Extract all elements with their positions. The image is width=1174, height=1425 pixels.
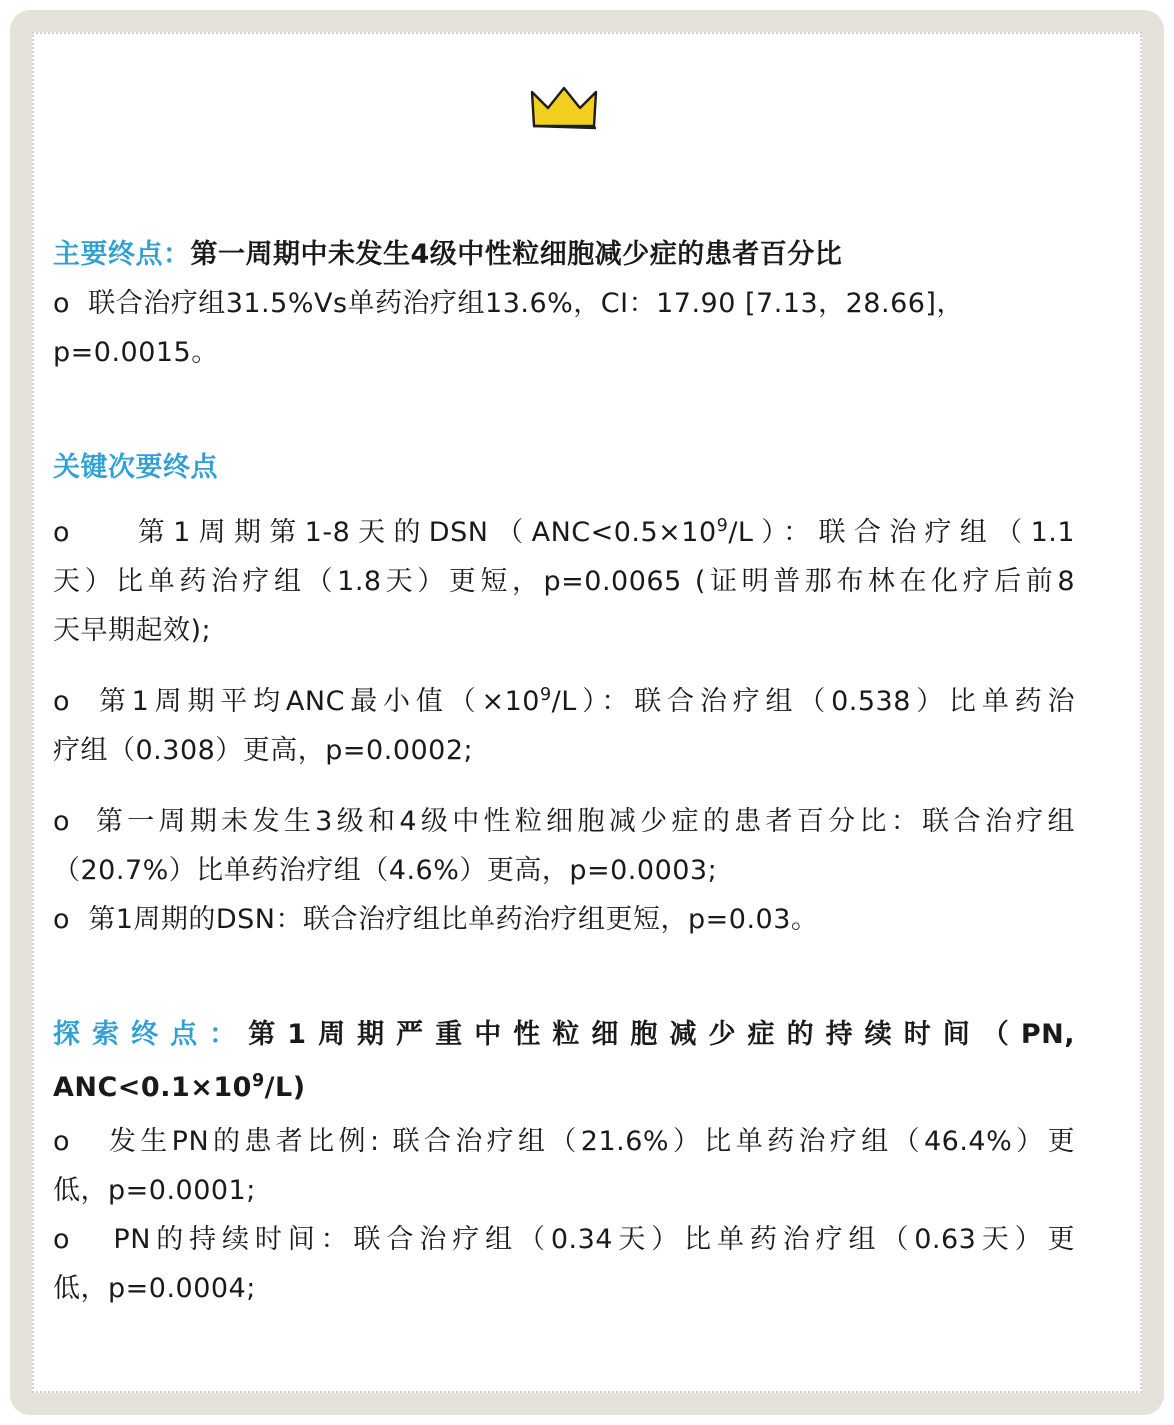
secondary-item-line: 疗组（0.308）更高，p=0.0002; [53, 735, 474, 766]
primary-heading [53, 230, 1075, 279]
primary-result-line1 [53, 279, 1075, 328]
primary-sep: ： [163, 239, 191, 270]
secondary-item-line: o 第一周期未发生3级和4级中性粒细胞减少症的患者百分比：联合治疗组 [53, 806, 1075, 837]
secondary-endpoint-section [53, 443, 1075, 944]
exploratory-item-line: o 发生PN的患者比例: 联合治疗组（21.6%）比单药治疗组（46.4%）更 [53, 1126, 1076, 1157]
bullet-marker: o [53, 288, 71, 319]
exploratory-item-line: 低，p=0.0004; [53, 1273, 256, 1304]
exploratory-heading [53, 1010, 1075, 1059]
secondary-item-line: o 第1周期的DSN：联合治疗组比单药治疗组更短，p=0.03。 [53, 904, 819, 935]
primary-result-line2: p=0.0015。 [53, 337, 219, 368]
secondary-item-line: （20.7%）比单药治疗组（4.6%）更高，p=0.0003; [53, 855, 718, 886]
primary-title: 第一周期中未发生4级中性粒细胞减少症的患者百分比 [190, 239, 843, 270]
exploratory-item-line: 低，p=0.0001; [53, 1175, 256, 1206]
exploratory-item-line: o PN的持续时间：联合治疗组（0.34天）比单药治疗组（0.63天）更 [53, 1224, 1075, 1255]
bullet-marker: o [53, 904, 71, 935]
exploratory-endpoint-section [53, 1010, 1075, 1313]
exploratory-item [53, 1117, 1075, 1215]
exploratory-item [53, 1215, 1075, 1313]
secondary-label: 关键次要终点 [53, 452, 218, 483]
article-body [53, 230, 1075, 1313]
exploratory-label: 探索终点： [53, 1019, 249, 1050]
bullet-marker: o [53, 686, 71, 717]
secondary-item-line: o 第1周期第1-8天的$DSN(ANC<0.5\times 10^9/L)$：联合治疗组（1.1 [53, 516, 1076, 548]
secondary-heading [53, 443, 1075, 492]
secondary-item [53, 797, 1075, 895]
crown-icon [530, 84, 600, 134]
primary-result-text: 联合治疗组31.5%Vs单药治疗组13.6%，CI：17.90 [7.13，28.66]， [88, 288, 964, 319]
exploratory-title-line2: $ANC<0.1\times 10^9/L$) [53, 1071, 306, 1103]
primary-label: 主要终点 [53, 239, 163, 270]
secondary-item [53, 508, 1075, 655]
secondary-item [53, 677, 1075, 775]
secondary-item [53, 895, 1075, 944]
bullet-marker: o [53, 1224, 71, 1255]
bullet-marker: o [53, 1126, 71, 1157]
bullet-marker: o [53, 517, 71, 548]
exploratory-title: 第1周期严重中性粒细胞减少症的持续时间（PN, [248, 1019, 1075, 1050]
primary-endpoint-section [53, 230, 1075, 377]
secondary-item-line: 天）比单药治疗组（1.8天）更短，p=0.0065 (证明普那布林在化疗后前8 [53, 566, 1075, 597]
bullet-marker: o [53, 806, 71, 837]
secondary-item-line: o 第1周期平均ANC最小值$(\times 10^9/L)$：联合治疗组（0.538）比单药治 [53, 685, 1075, 717]
secondary-item-line: 天早期起效); [53, 615, 212, 646]
